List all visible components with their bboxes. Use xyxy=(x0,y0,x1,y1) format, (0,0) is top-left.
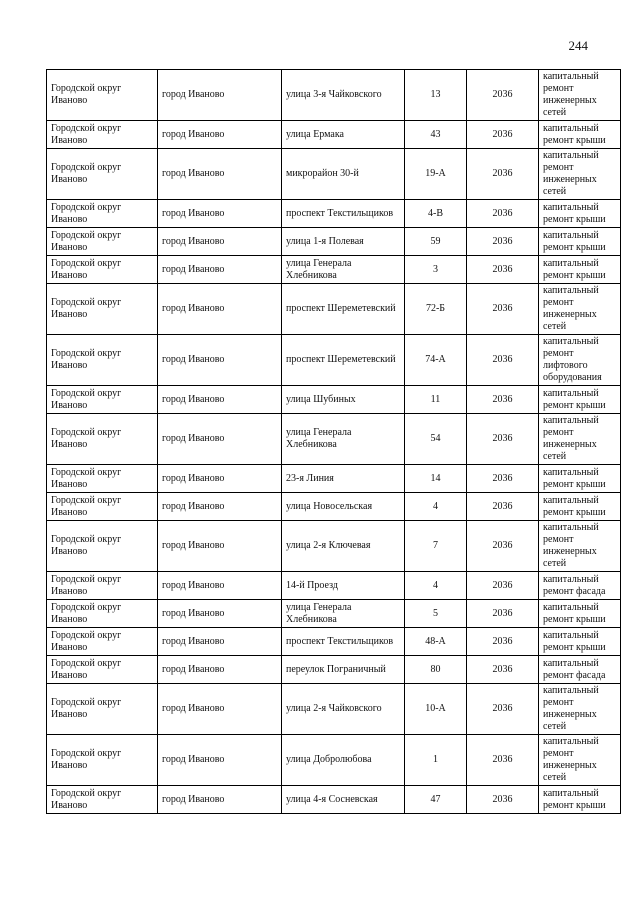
okrug-cell: Городской округ Иваново xyxy=(47,493,158,521)
year-cell: 2036 xyxy=(467,735,539,786)
city-cell: город Иваново xyxy=(158,465,282,493)
street-cell: улица Ермака xyxy=(282,121,405,149)
street-cell: улица 2-я Ключевая xyxy=(282,521,405,572)
house-cell: 4-В xyxy=(405,200,467,228)
year-cell: 2036 xyxy=(467,414,539,465)
house-cell: 59 xyxy=(405,228,467,256)
year-cell: 2036 xyxy=(467,228,539,256)
table-row xyxy=(47,121,621,149)
year-cell: 2036 xyxy=(467,628,539,656)
house-cell: 10-А xyxy=(405,684,467,735)
table-row xyxy=(47,70,621,121)
year-cell: 2036 xyxy=(467,786,539,814)
street-cell: улица 3-я Чайковского xyxy=(282,70,405,121)
okrug-cell: Городской округ Иваново xyxy=(47,228,158,256)
city-cell: город Иваново xyxy=(158,521,282,572)
house-cell: 13 xyxy=(405,70,467,121)
okrug-cell: Городской округ Иваново xyxy=(47,256,158,284)
work-type-cell: капитальный ремонт инженерных сетей xyxy=(539,684,621,735)
okrug-cell: Городской округ Иваново xyxy=(47,684,158,735)
house-cell: 19-А xyxy=(405,149,467,200)
city-cell: город Иваново xyxy=(158,786,282,814)
city-cell: город Иваново xyxy=(158,628,282,656)
city-cell: город Иваново xyxy=(158,493,282,521)
street-cell: проспект Текстильщиков xyxy=(282,200,405,228)
work-type-cell: капитальный ремонт фасада xyxy=(539,572,621,600)
street-cell: 14-й Проезд xyxy=(282,572,405,600)
city-cell: город Иваново xyxy=(158,414,282,465)
work-type-cell: капитальный ремонт инженерных сетей xyxy=(539,521,621,572)
house-cell: 1 xyxy=(405,735,467,786)
street-cell: проспект Текстильщиков xyxy=(282,628,405,656)
work-type-cell: капитальный ремонт инженерных сетей xyxy=(539,735,621,786)
table-row xyxy=(47,414,621,465)
work-type-cell: капитальный ремонт крыши xyxy=(539,256,621,284)
city-cell: город Иваново xyxy=(158,684,282,735)
house-cell: 7 xyxy=(405,521,467,572)
repair-schedule-table xyxy=(46,69,621,814)
city-cell: город Иваново xyxy=(158,600,282,628)
okrug-cell: Городской округ Иваново xyxy=(47,600,158,628)
house-cell: 74-А xyxy=(405,335,467,386)
house-cell: 47 xyxy=(405,786,467,814)
street-cell: переулок Пограничный xyxy=(282,656,405,684)
house-cell: 80 xyxy=(405,656,467,684)
table-row xyxy=(47,335,621,386)
street-cell: улица Новосельская xyxy=(282,493,405,521)
okrug-cell: Городской округ Иваново xyxy=(47,572,158,600)
street-cell: микрорайон 30-й xyxy=(282,149,405,200)
house-cell: 54 xyxy=(405,414,467,465)
okrug-cell: Городской округ Иваново xyxy=(47,149,158,200)
city-cell: город Иваново xyxy=(158,228,282,256)
house-cell: 5 xyxy=(405,600,467,628)
work-type-cell: капитальный ремонт фасада xyxy=(539,656,621,684)
city-cell: город Иваново xyxy=(158,256,282,284)
city-cell: город Иваново xyxy=(158,735,282,786)
work-type-cell: капитальный ремонт крыши xyxy=(539,493,621,521)
city-cell: город Иваново xyxy=(158,386,282,414)
city-cell: город Иваново xyxy=(158,572,282,600)
work-type-cell: капитальный ремонт крыши xyxy=(539,600,621,628)
street-cell: улица Добролюбова xyxy=(282,735,405,786)
house-cell: 14 xyxy=(405,465,467,493)
table-row xyxy=(47,149,621,200)
city-cell: город Иваново xyxy=(158,70,282,121)
house-cell: 3 xyxy=(405,256,467,284)
okrug-cell: Городской округ Иваново xyxy=(47,200,158,228)
street-cell: проспект Шереметевский xyxy=(282,335,405,386)
table-row xyxy=(47,521,621,572)
work-type-cell: капитальный ремонт крыши xyxy=(539,465,621,493)
table-row xyxy=(47,628,621,656)
house-cell: 11 xyxy=(405,386,467,414)
year-cell: 2036 xyxy=(467,386,539,414)
street-cell: 23-я Линия xyxy=(282,465,405,493)
year-cell: 2036 xyxy=(467,521,539,572)
work-type-cell: капитальный ремонт лифтового оборудования xyxy=(539,335,621,386)
year-cell: 2036 xyxy=(467,656,539,684)
city-cell: город Иваново xyxy=(158,200,282,228)
table-row xyxy=(47,572,621,600)
table-row xyxy=(47,684,621,735)
work-type-cell: капитальный ремонт инженерных сетей xyxy=(539,149,621,200)
city-cell: город Иваново xyxy=(158,149,282,200)
house-cell: 4 xyxy=(405,493,467,521)
okrug-cell: Городской округ Иваново xyxy=(47,786,158,814)
year-cell: 2036 xyxy=(467,335,539,386)
year-cell: 2036 xyxy=(467,149,539,200)
table-row xyxy=(47,735,621,786)
street-cell: улица 1-я Полевая xyxy=(282,228,405,256)
work-type-cell: капитальный ремонт инженерных сетей xyxy=(539,70,621,121)
street-cell: улица Шубиных xyxy=(282,386,405,414)
okrug-cell: Городской округ Иваново xyxy=(47,628,158,656)
street-cell: улица Генерала Хлебникова xyxy=(282,414,405,465)
street-cell: улица Генерала Хлебникова xyxy=(282,600,405,628)
table-row xyxy=(47,600,621,628)
year-cell: 2036 xyxy=(467,121,539,149)
city-cell: город Иваново xyxy=(158,284,282,335)
work-type-cell: капитальный ремонт крыши xyxy=(539,786,621,814)
table-row xyxy=(47,256,621,284)
okrug-cell: Городской округ Иваново xyxy=(47,735,158,786)
year-cell: 2036 xyxy=(467,284,539,335)
table-row xyxy=(47,465,621,493)
year-cell: 2036 xyxy=(467,465,539,493)
city-cell: город Иваново xyxy=(158,335,282,386)
okrug-cell: Городской округ Иваново xyxy=(47,656,158,684)
okrug-cell: Городской округ Иваново xyxy=(47,121,158,149)
table-row xyxy=(47,228,621,256)
table-row xyxy=(47,284,621,335)
okrug-cell: Городской округ Иваново xyxy=(47,386,158,414)
year-cell: 2036 xyxy=(467,572,539,600)
work-type-cell: капитальный ремонт крыши xyxy=(539,628,621,656)
city-cell: город Иваново xyxy=(158,121,282,149)
work-type-cell: капитальный ремонт крыши xyxy=(539,228,621,256)
house-cell: 48-А xyxy=(405,628,467,656)
work-type-cell: капитальный ремонт крыши xyxy=(539,200,621,228)
okrug-cell: Городской округ Иваново xyxy=(47,335,158,386)
work-type-cell: капитальный ремонт крыши xyxy=(539,121,621,149)
year-cell: 2036 xyxy=(467,256,539,284)
table-row xyxy=(47,386,621,414)
table-row xyxy=(47,656,621,684)
okrug-cell: Городской округ Иваново xyxy=(47,414,158,465)
street-cell: улица 4-я Сосневская xyxy=(282,786,405,814)
year-cell: 2036 xyxy=(467,684,539,735)
city-cell: город Иваново xyxy=(158,656,282,684)
street-cell: улица Генерала Хлебникова xyxy=(282,256,405,284)
year-cell: 2036 xyxy=(467,600,539,628)
okrug-cell: Городской округ Иваново xyxy=(47,465,158,493)
year-cell: 2036 xyxy=(467,493,539,521)
okrug-cell: Городской округ Иваново xyxy=(47,70,158,121)
street-cell: проспект Шереметевский xyxy=(282,284,405,335)
house-cell: 72-Б xyxy=(405,284,467,335)
table-row xyxy=(47,493,621,521)
page-number: 244 xyxy=(568,38,588,53)
house-cell: 43 xyxy=(405,121,467,149)
work-type-cell: капитальный ремонт инженерных сетей xyxy=(539,414,621,465)
table-row xyxy=(47,200,621,228)
work-type-cell: капитальный ремонт крыши xyxy=(539,386,621,414)
year-cell: 2036 xyxy=(467,200,539,228)
street-cell: улица 2-я Чайковского xyxy=(282,684,405,735)
okrug-cell: Городской округ Иваново xyxy=(47,521,158,572)
work-type-cell: капитальный ремонт инженерных сетей xyxy=(539,284,621,335)
year-cell: 2036 xyxy=(467,70,539,121)
table-row xyxy=(47,786,621,814)
okrug-cell: Городской округ Иваново xyxy=(47,284,158,335)
house-cell: 4 xyxy=(405,572,467,600)
